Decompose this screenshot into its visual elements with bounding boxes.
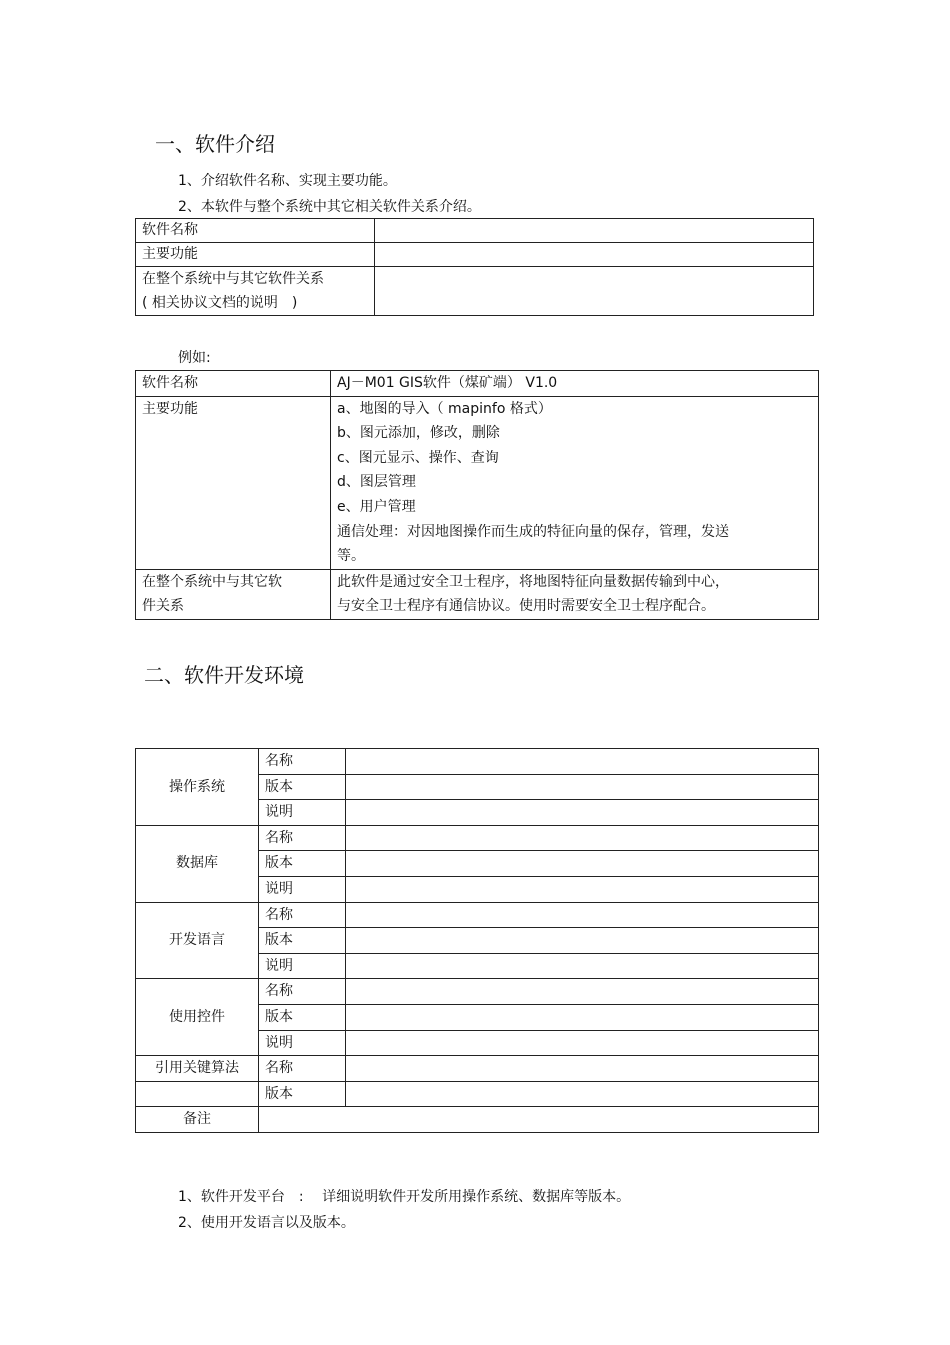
sub-desc: 说明	[259, 953, 346, 979]
note-label: 备注	[136, 1107, 259, 1133]
value-cell	[346, 876, 819, 902]
function-value-cell	[375, 243, 814, 267]
sub-desc: 说明	[259, 800, 346, 826]
name-label-cell: 软件名称	[136, 219, 375, 243]
value-cell	[346, 953, 819, 979]
example-label: 例如:	[178, 350, 211, 366]
value-cell	[346, 851, 819, 877]
relation-label-line2: ( 相关协议文档的说明 )	[142, 295, 298, 311]
value-cell	[346, 1081, 819, 1107]
section1-title: 一、软件介绍	[155, 132, 275, 156]
example-relation-label-line1: 在整个系统中与其它软	[142, 573, 282, 590]
example-name-value: AJ－M01 GIS软件（煤矿端） V1.0	[331, 371, 819, 397]
sub-name: 名称	[259, 749, 346, 775]
example-function-label: 主要功能	[136, 396, 331, 569]
example-relation-label	[136, 569, 331, 619]
function-label-cell: 主要功能	[136, 243, 375, 267]
section2-line2: 2、使用开发语言以及版本。	[178, 1215, 355, 1231]
value-cell	[346, 825, 819, 851]
group-controls: 使用控件	[136, 979, 259, 1056]
software-intro-table	[135, 218, 814, 316]
section2-line1: 1、软件开发平台 : 详细说明软件开发所用操作系统、数据库等版本。	[178, 1189, 631, 1205]
note-value	[259, 1107, 819, 1133]
value-cell	[346, 902, 819, 928]
example-relation-value	[331, 569, 819, 619]
name-value-cell	[375, 219, 814, 243]
value-cell	[346, 1030, 819, 1056]
function-item: d、图层管理	[337, 474, 416, 491]
group-database: 数据库	[136, 825, 259, 902]
sub-version: 版本	[259, 774, 346, 800]
value-cell	[346, 928, 819, 954]
example-relation-line1: 此软件是通过安全卫士程序，将地图特征向量数据传输到中心，	[337, 573, 729, 590]
dev-environment-table	[135, 748, 819, 1133]
group-os: 操作系统	[136, 749, 259, 826]
value-cell	[346, 774, 819, 800]
sub-version: 版本	[259, 1004, 346, 1030]
section2-title: 二、软件开发环境	[144, 663, 304, 687]
function-item: c、图元显示、操作、查询	[337, 449, 499, 466]
function-item: 等。	[337, 548, 365, 565]
example-name-label: 软件名称	[136, 371, 331, 397]
section1-line2: 2、本软件与整个系统中其它相关软件关系介绍。	[178, 199, 481, 215]
sub-name: 名称	[259, 1056, 346, 1082]
sub-desc: 说明	[259, 876, 346, 902]
function-item: a、地图的导入（ mapinfo 格式）	[337, 400, 552, 417]
sub-name: 名称	[259, 979, 346, 1005]
sub-version: 版本	[259, 928, 346, 954]
value-cell	[346, 749, 819, 775]
relation-value-cell	[375, 267, 814, 316]
sub-version: 版本	[259, 851, 346, 877]
value-cell	[346, 800, 819, 826]
sub-name: 名称	[259, 825, 346, 851]
function-item: b、图元添加，修改，删除	[337, 425, 500, 442]
sub-name: 名称	[259, 902, 346, 928]
value-cell	[346, 1056, 819, 1082]
sub-version: 版本	[259, 1081, 346, 1107]
section1-line1: 1、介绍软件名称、实现主要功能。	[178, 173, 397, 189]
function-item: 通信处理：对因地图操作而生成的特征向量的保存，管理，发送	[337, 523, 729, 540]
relation-label-cell	[136, 267, 375, 316]
value-cell	[346, 1004, 819, 1030]
group-language: 开发语言	[136, 902, 259, 979]
sub-desc: 说明	[259, 1030, 346, 1056]
relation-label-line1: 在整个系统中与其它软件关系	[142, 271, 324, 287]
function-item: e、用户管理	[337, 498, 416, 515]
group-algorithm: 引用关键算法	[136, 1056, 259, 1082]
value-cell	[346, 979, 819, 1005]
example-relation-line2: 与安全卫士程序有通信协议。使用时需要安全卫士程序配合。	[337, 598, 715, 615]
example-relation-label-line2: 件关系	[142, 598, 184, 615]
example-function-list	[331, 396, 819, 569]
group-algorithm-blank	[136, 1081, 259, 1107]
example-table	[135, 370, 819, 620]
